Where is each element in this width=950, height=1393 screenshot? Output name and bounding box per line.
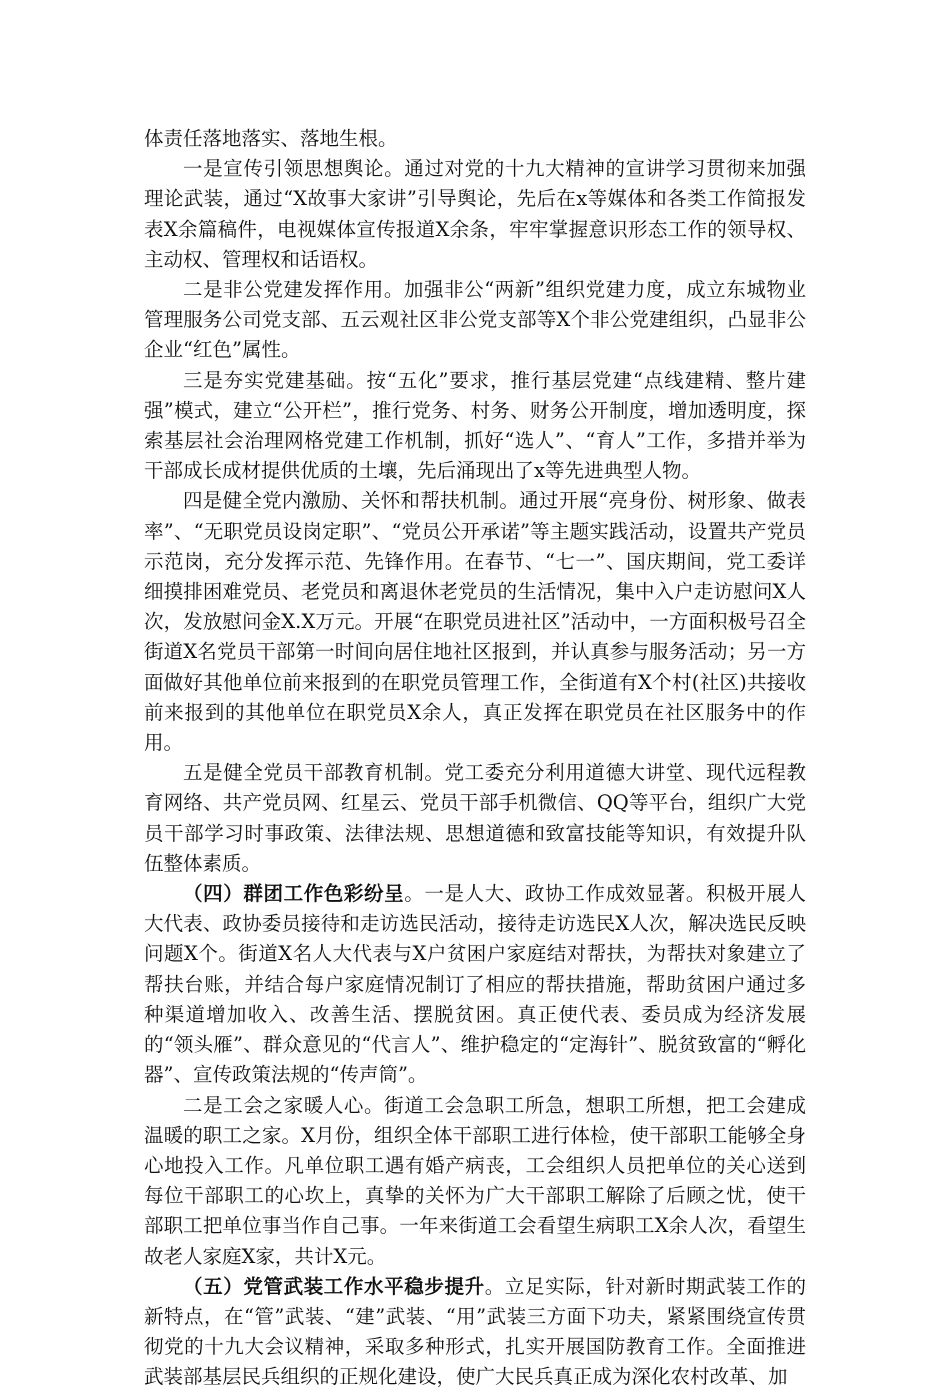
paragraph-text: 。一是人大、政协工作成效显著。积极开展人大代表、政协委员接待和走访选民活动，接待走访选民X人次，解决选民反映问题X个。街道X名人大代表与X户贫困户家庭结对帮扶，为帮扶对象建立了帮扶台账，并结合每户家庭情况制订了相应的帮扶措施，帮助贫困户通过多种渠道增加收入、改善生活、摆脱贫困。真正使代表、委员成为经济发展的“领头雁”、群众意见的“代言人”、维护稳定的“定海针”、脱贫致富的“孵化器”、宣传政策法规的“传声筒”。: [144, 882, 806, 1087]
paragraph-non-public-party: [144, 275, 806, 366]
paragraph-text: 四是健全党内激励、关怀和帮扶机制。通过开展“亮身份、树形象、做表率”、“无职党员设岗定职”、“党员公开承诺”等主题实践活动，设置共产党员示范岗，充分发挥示范、先锋作用。在春节、“七一”、国庆期间，党工委详细摸排困难党员、老党员和离退休老党员的生活情况，集中入户走访慰问X人次，发放慰问金X.X万元。开展“在职党员进社区”活动中，一方面积极号召全街道X名党员干部第一时间向居住地社区报到，并认真参与服务活动；另一方面做好其他单位前来报到的在职党员管理工作，全街道有X个村(社区)共接收前来报到的其他单位在职党员X余人，真正发挥在职党员在社区服务中的作用。: [144, 489, 806, 755]
paragraph-publicity: [144, 154, 806, 275]
paragraph-text: 一是宣传引领思想舆论。通过对党的十九大精神的宣讲学习贯彻来加强理论武装，通过“X故事大家讲”引导舆论，先后在x等媒体和各类工作简报发表X余篇稿件，电视媒体宣传报道X余条，牢牢掌握意识形态工作的领导权、主动权、管理权和话语权。: [144, 157, 806, 271]
section-heading: （五）党管武装工作水平稳步提升: [183, 1274, 485, 1298]
section-heading: （四）群团工作色彩纷呈: [183, 882, 405, 906]
paragraph-text: 二是工会之家暖人心。街道工会急职工所急，想职工所想，把工会建成温暖的职工之家。X月份，组织全体干部职工进行体检，使干部职工能够全身心地投入工作。凡单位职工遇有婚产病丧，工会组织人员把单位的关心送到每位干部职工的心坎上，真挚的关怀为广大干部职工解除了后顾之忧，使干部职工把单位事当作自己事。一年来街道工会看望生病职工X余人次，看望生故老人家庭X家，共计X元。: [144, 1093, 806, 1268]
paragraph-party-foundation: [144, 366, 806, 487]
paragraph-text: 三是夯实党建基础。按“五化”要求，推行基层党建“点线建精、整片建强”模式，建立“公开栏”，推行党务、村务、财务公开制度，增加透明度，探索基层社会治理网格党建工作机制，抓好“选人”、“育人”工作，多措并举为干部成长成材提供优质的土壤，先后涌现出了x等先进典型人物。: [144, 368, 806, 483]
paragraph-mass-organizations: [144, 879, 806, 1090]
paragraph-text: 体责任落地落实、落地生根。: [144, 127, 398, 150]
paragraph-continuation: [144, 124, 806, 154]
paragraph-trade-union: [144, 1091, 806, 1272]
paragraph-incentive-mechanism: [144, 486, 806, 758]
paragraph-text: 。立足实际，针对新时期武装工作的新特点，在“管”武装、“建”武装、“用”武装三方面下功夫，紧紧围绕宣传贯彻党的十九大会议精神，采取多种形式，扎实开展国防教育工作。全面推进武装部基层民兵组织的正规化建设，使广大民兵真正成为深化农村改革、加: [144, 1274, 806, 1389]
paragraph-text: 二是非公党建发挥作用。加强非公“两新”组织党建力度，成立东城物业管理服务公司党支部、五云观社区非公党支部等X个非公党建组织，凸显非公企业“红色”属性。: [144, 278, 806, 362]
paragraph-text: 五是健全党员干部教育机制。党工委充分利用道德大讲堂、现代远程教育网络、共产党员网、红星云、党员干部手机微信、QQ等平台，组织广大党员干部学习时事政策、法律法规、思想道德和致富技能等知识，有效提升队伍整体素质。: [144, 761, 806, 875]
paragraph-armed-forces: [144, 1272, 806, 1393]
document-body: [144, 124, 806, 1393]
paragraph-education-mechanism: [144, 758, 806, 879]
